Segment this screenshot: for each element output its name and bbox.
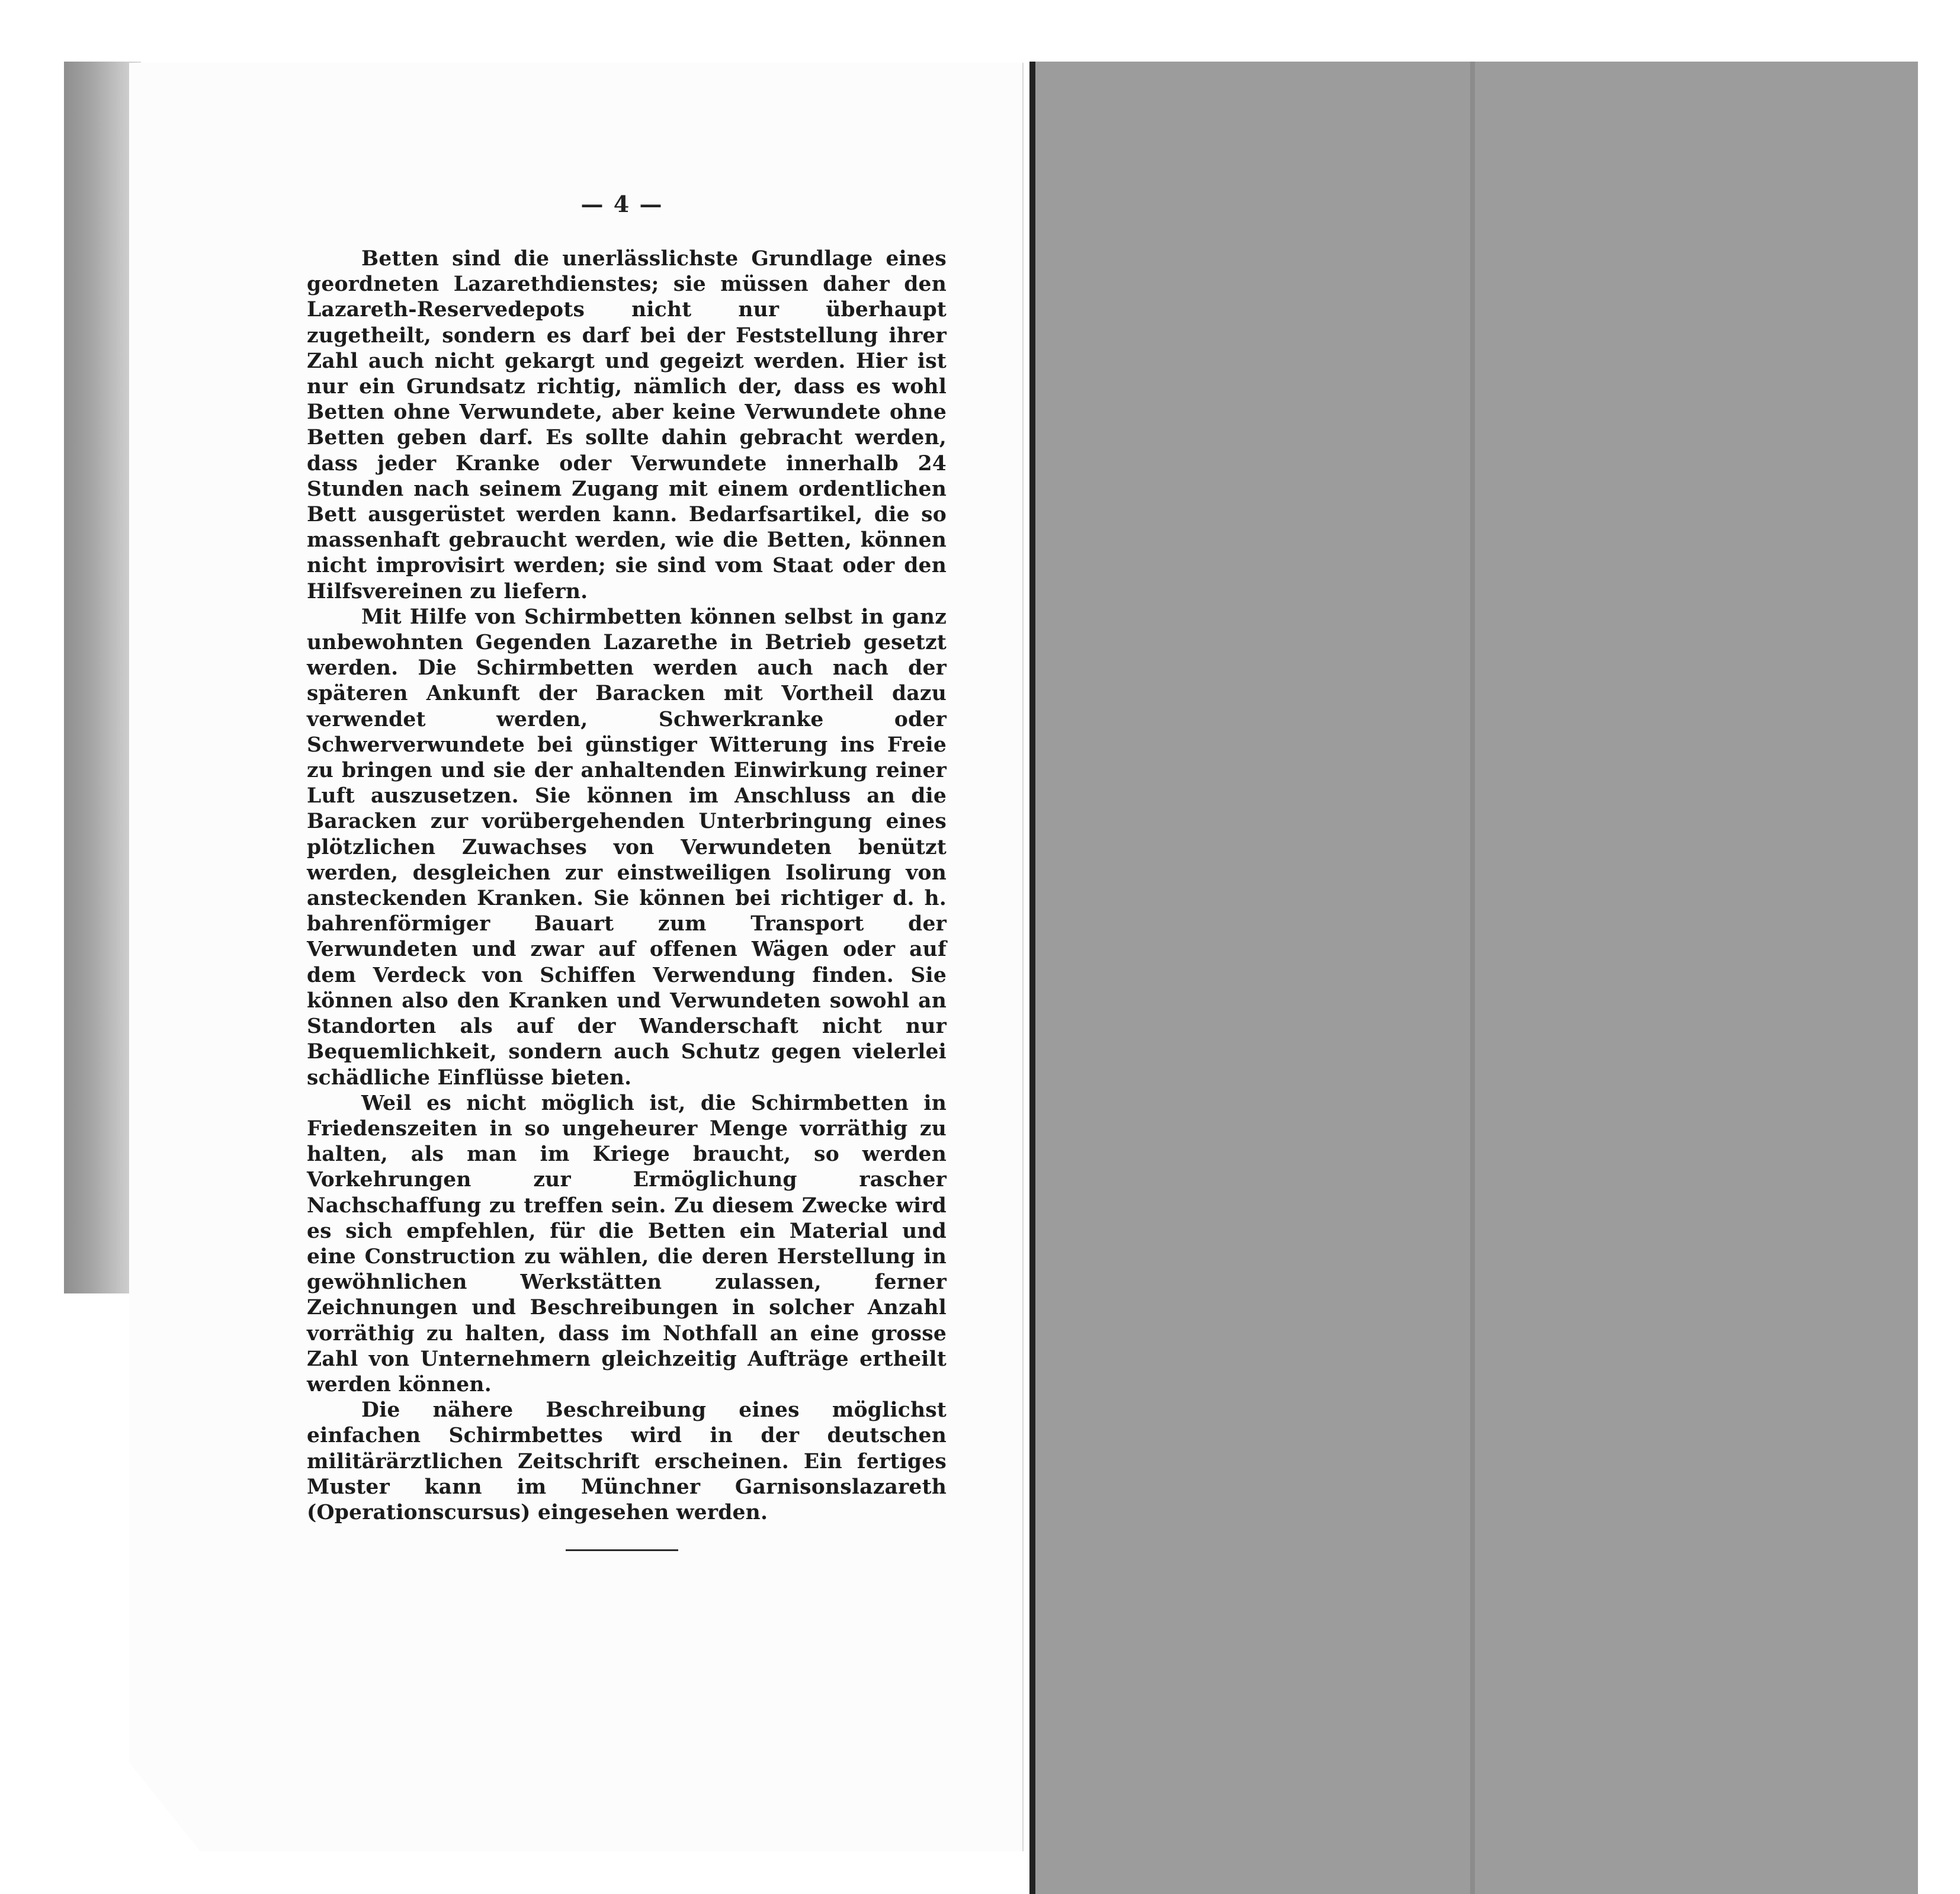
paragraph: Weil es nicht möglich ist, die Schirmbetten in Friedenszeiten in so ungeheurer Menge vorräthig zu halten, als man im Kriege braucht, so werden Vorkehrungen zur Ermöglichung rascher Nachschaffung zu treffen sein. Zu diesem Zwecke wird es sich empfehlen, für die Betten ein Material und eine Construction zu wählen, die deren Herstellung in gewöhnlichen Werkstätten zulassen, ferner Zeichnungen und Beschreibungen in solcher Anzahl vorräthig zu halten, dass im Nothfall an eine grosse Zahl von Unternehmern gleichzeitig Aufträge ertheilt werden können. — [307, 1091, 947, 1397]
paragraph: Betten sind die unerlässlichste Grundlage eines geordneten Lazarethdienstes; sie müssen daher den Lazareth-Reservedepots nicht nur überhaupt zugetheilt, sondern es darf bei der Feststellung ihrer Zahl auch nicht gekargt und gegeizt werden. Hier ist nur ein Grundsatz richtig, nämlich der, dass es wohl Betten ohne Verwundete, aber keine Verwundete ohne Betten geben darf. Es sollte dahin gebracht werden, dass jeder Kranke oder Verwundete innerhalb 24 Stunden nach seinem Zugang mit einem ordentlichen Bett ausgerüstet werden kann. Bedarfsartikel, die so massenhaft gebraucht werden, wie die Betten, können nicht improvisirt werden; sie sind vom Staat oder den Hilfsvereinen zu liefern. — [307, 247, 947, 603]
end-rule — [566, 1549, 678, 1551]
page-number: — 4 — — [580, 191, 663, 217]
page-body-text — [307, 246, 947, 1526]
facing-page-fold — [1470, 62, 1475, 1894]
paragraph: Mit Hilfe von Schirmbetten können selbst in ganz unbewohnten Gegenden Lazarethe in Betrieb gesetzt werden. Die Schirmbetten werden auch nach der späteren Ankunft der Baracken mit Vortheil dazu verwendet werden, Schwerkranke oder Schwerverwundete bei günstiger Witterung ins Freie zu bringen und sie der anhaltenden Einwirkung reiner Luft auszusetzen. Sie können im Anschluss an die Baracken zur vorübergehenden Unterbringung eines plötzlichen Zuwachses von Verwundeten benützt werden, desgleichen zur einstweiligen Isolirung von ansteckenden Kranken. Sie können bei richtiger d. h. bahrenförmiger Bauart zum Transport der Verwundeten und zwar auf offenen Wägen oder auf dem Verdeck von Schiffen Verwendung finden. Sie können also den Kranken und Verwundeten sowohl an Standorten als auf der Wanderschaft nicht nur Bequemlichkeit, sondern auch Schutz gegen vielerlei schädliche Einflüsse bieten. — [307, 605, 947, 1090]
paragraph: Die nähere Beschreibung eines möglichst einfachen Schirmbettes wird in der deutschen militärärztlichen Zeitschrift erscheinen. Ein fertiges Muster kann im Münchner Garnisonslazareth (Operationscursus) eingesehen werden. — [307, 1398, 947, 1524]
